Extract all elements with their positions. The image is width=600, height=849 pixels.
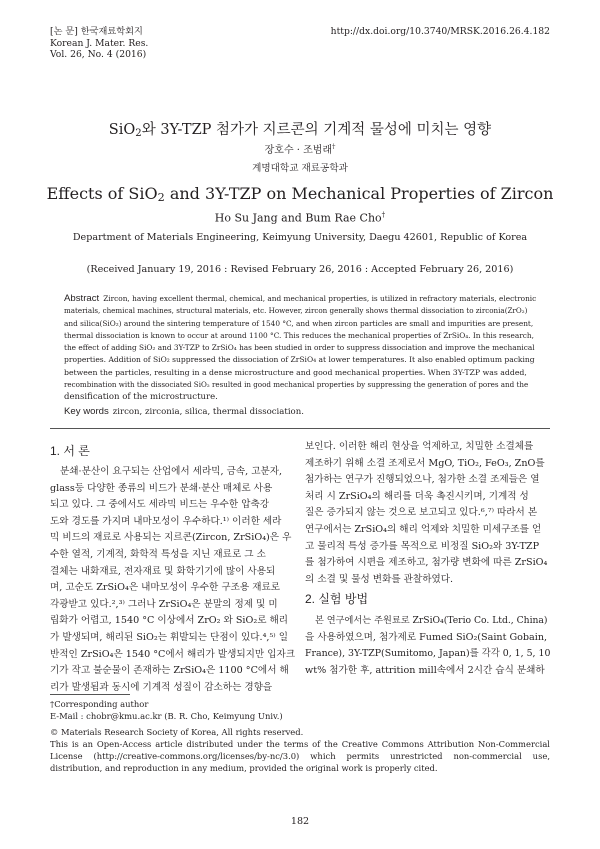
journal-en: Korean J. Mater. Res. [50,37,149,49]
section-heading-introduction: 1. 서 론 [50,444,90,458]
author-email[interactable]: E-Mail : chobr@kmu.ac.kr (B. R. Cho, Keimyung Univ.) [50,711,283,721]
title-english: Effects of SiO$_2$ and 3Y-TZP on Mechanical Properties of Zircon [46,184,554,204]
abstract: Abstract Zircon, having excellent thermal, chemical, and mechanical properties, is utilized in refractory materials, electronic materials, chemical machines, structural materials, etc. However, zircon generally shows thermal dissociation to zirconia(ZrO₂) and silica(SiO₂) around the sintering temperature of 1540 °C, and when zircon particles are small and impurities are present, thermal dissociation is known to occur at around 1100 °C. This reduces the mechanical properties of ZrSiO₄. In this research, the effect of adding SiO₂ and 3Y-TZP to ZrSiO₄ has been studied in order to suppress dissociation and improve the mechanical properties. Addition of SiO₂ suppressed the dissociation of ZrSiO₄ at lower temperatures. It also enabled optimum packing between the particles, resulting in a dense microstructure and good mechanical properties. When 3Y-TZP was added, recombination with the dissociated SiO₂ resulted in good mechanical properties by suppressing the generation of pores and the densification of the microstructure. [64,293,537,402]
section-heading-experimental: 2. 실험 방법 [305,592,369,606]
affiliation-english: Department of Materials Engineering, Keimyung University, Daegu 42601, Republic of Korea [72,232,528,243]
authors-english: Ho Su Jang and Bum Rae Cho† [214,210,386,225]
copyright: © Materials Research Society of Korea, All rights reserved. [50,727,304,737]
doi-link[interactable]: http://dx.doi.org/10.3740/MRSK.2016.26.4.182 [330,26,550,37]
keywords-label: Key words [64,406,109,417]
corresponding-author: †Corresponding author [50,699,149,709]
keywords: Key words zircon, zirconia, silica, thermal dissociation. [64,406,304,417]
license-text: This is an Open-Access article distributed under the terms of the Creative Commons Attribution Non-Commercial License (http://creative-commons.org/licenses/by-nc/3.0) which permits unrestricted non-commercial use, distribution, and reproduction in any medium, provided the original work is properly cited. [50,739,550,773]
journal-ko: [논 문] 한국재료학회지 [50,26,143,37]
authors-korean: 장호수 · 조범래† [264,142,336,156]
received-dates: (Received January 19, 2016 : Revised February 26, 2016 : Accepted February 26, 2016) [86,264,514,275]
title-korean: SiO$_2$와 3Y-TZP 첨가가 지르콘의 기계적 물성에 미치는 영향 [108,122,492,139]
experimental-text: 본 연구에서는 주원료로 ZrSiO₄(Terio Co. Ltd., China) 을 사용하였으며, 첨가제로 Fumed SiO₂(Saint Gobain, France), 3Y-TZP(Sumitomo, Japan)를 각각 0, 1, 5, 10 wt% 첨가한 후, attrition mill속에서 2시간 습식 분쇄하 [305,615,551,676]
abstract-label: Abstract [64,293,100,304]
introduction-text-continued: 보인다. 이러한 해리 현상을 억제하고, 치밀한 소결체를 제조하기 위해 소결 조제로서 MgO, TiO₂, FeO₃, ZnO를 첨가하는 연구가 진행되었으나, 첨가한 소결 조제들은 열 처리 시 ZrSiO₄의 해리를 더욱 촉진시키며, 기계적 성 질은 증가되지 않는 것으로 보고되고 있다.⁶,⁷⁾ 따라서 본 연구에서는 ZrSiO₄의 해리 억제와 치밀한 미세구조를 얻 고 물리적 특성 증가를 목적으로 비정질 SiO₂와 3Y-TZP 를 첨가하여 시편을 제조하고, 첨가량 변화에 따른 ZrSiO₄ 의 소결 및 물성 변화를 관찰하였다. [305,441,548,585]
journal-header [50,26,148,61]
affiliation-korean: 계명대학교 재료공학과 [252,163,348,174]
page-number: 182 [290,816,310,827]
footnote [50,698,550,722]
section-divider [50,428,550,429]
introduction-text: 분쇄·분산이 요구되는 산업에서 세라믹, 금속, 고분자, glass등 다양한 종류의 비드가 분쇄·분산 매체로 사용 되고 있다. 그 중에서도 세라믹 비드는 우수한 압축강 도와 경도를 가지며 내마모성이 우수하다.¹⁾ 이러한 세라 믹 비드의 재료로 사용되는 지르콘(Zircon, ZrSiO₄)은 우 수한 열적, 기계적, 화학적 특성을 지닌 재료로 그 소 결체는 내화재료, 전자재료 및 화학기기에 많이 사용되 며, 고순도 ZrSiO₄은 내마모성이 우수한 구조용 재료로 각광받고 있다.²,³⁾ 그러나 ZrSiO₄은 분말의 정제 및 미 립화가 어렵고, 1540 °C 이상에서 ZrO₂ 와 SiO₂로 해리 가 발생되며, 해리된 SiO₂는 휘발되는 단점이 있다.⁴,⁵⁾ 일 반적인 ZrSiO₄은 1540 °C에서 해리가 발생되지만 입자크 기가 작고 불순물이 존재하는 ZrSiO₄은 1100 °C에서 해 리가 발생됨과 동시에 기계적 성질이 감소하는 경향을 [50,466,296,693]
journal-volume: Vol. 26, No. 4 (2016) [50,49,147,61]
footnote-rule [50,694,130,695]
license-notice [50,726,550,774]
